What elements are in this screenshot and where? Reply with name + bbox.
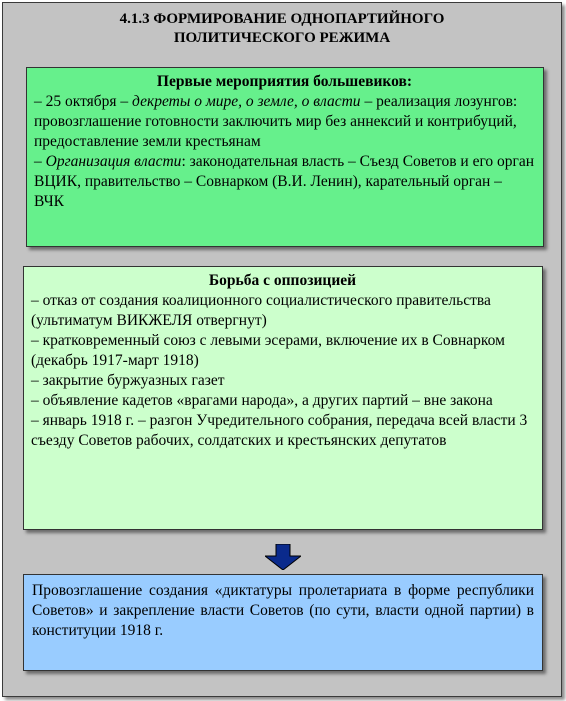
- first-measures-heading: Первые мероприятия большевиков:: [156, 73, 413, 90]
- item-prefix: – 25 октября –: [34, 93, 133, 110]
- first-measures-box: [26, 67, 544, 247]
- conclusion-text: Провозглашение создания «диктатуры пролетариата в форме республики Советов» и закрепление власти Советов (по сути, власти одной партии) в конституции 1918 г.: [32, 582, 534, 639]
- opposition-item: – кратковременный союз с левыми эсерами, включение их в Совнарком (декабрь 1917-март 1918): [31, 332, 505, 369]
- page-title: [3, 10, 561, 48]
- arrow-down-icon: [265, 544, 301, 570]
- item-rest: – реализация лозунгов: провозглашение готовности заключить мир без аннексий и контрибуций, предоставление земли крестьянам: [34, 93, 518, 150]
- item-rest: : законодательная власть – Съезд Советов и его орган ВЦИК, правительство – Совнарком (В.И. Ленин), карательный орган – ВЧК: [34, 153, 535, 210]
- opposition-item: – объявление кадетов «врагами народа», а других партий – вне закона: [31, 392, 493, 409]
- conclusion-box: [23, 574, 543, 671]
- title-line-1: 4.1.3 ФОРМИРОВАНИЕ ОДНОПАРТИЙНОГО: [119, 11, 445, 27]
- title-line-2: ПОЛИТИЧЕСКОГО РЕЖИМА: [173, 30, 391, 46]
- item-italic: декреты о мире, о земле, о власти: [132, 93, 361, 110]
- item-italic: Организация власти: [45, 153, 182, 170]
- item-prefix: –: [34, 153, 46, 170]
- opposition-item: – январь 1918 г. – разгон Учредительного собрания, передача всей власти 3 съезду Советов рабочих, солдатских и крестьянских депутатов: [31, 412, 528, 449]
- opposition-item: – закрытие буржуазных газет: [31, 372, 225, 389]
- opposition-item: – отказ от создания коалиционного социалистического правительства (ультиматум ВИКЖЕЛЯ отвергнут): [31, 292, 491, 329]
- first-measures-item-decrees: [34, 92, 535, 152]
- opposition-heading: Борьба с оппозицией: [208, 272, 357, 289]
- opposition-box: [23, 266, 543, 530]
- first-measures-item-power: [34, 152, 535, 212]
